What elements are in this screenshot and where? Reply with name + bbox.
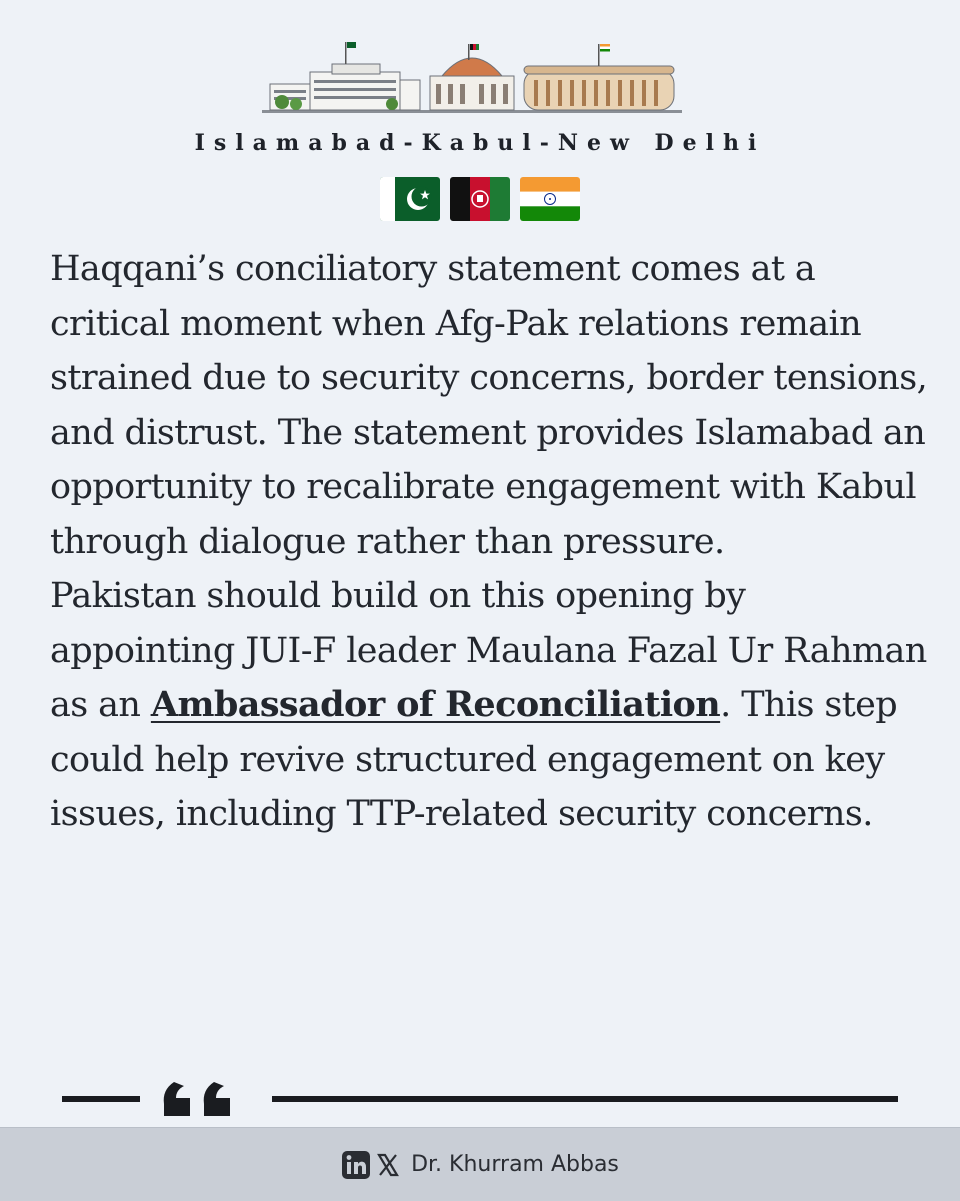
- india-flag-icon: [520, 177, 580, 221]
- afghanistan-parliament-icon: [430, 44, 514, 110]
- article-paragraph-2: [50, 569, 930, 842]
- x-icon[interactable]: [377, 1153, 399, 1177]
- quote-divider: [60, 1068, 900, 1128]
- page-title: Islamabad-Kabul-New Delhi: [194, 130, 766, 156]
- pakistan-flag-icon: [380, 177, 440, 221]
- divider-right-line: [272, 1096, 898, 1102]
- flags-row: [0, 177, 960, 221]
- parliament-buildings-illustration: [262, 36, 682, 116]
- footer-bar: [0, 1127, 960, 1201]
- pakistan-parliament-icon: [270, 42, 420, 110]
- paragraph-2-lead: Pakistan should build on this opening by appointing JUI-F leader Maulana Fazal Ur Rahman as an: [50, 576, 927, 725]
- quote-mark-icon: [164, 1082, 230, 1116]
- afghanistan-flag-icon: [450, 177, 510, 221]
- paragraph-2-tail: . This step could help revive structured engagement on key issues, including TTP-related security concerns.: [50, 685, 898, 834]
- divider-left-line: [62, 1096, 140, 1102]
- author-name: Dr. Khurram Abbas: [411, 1152, 619, 1177]
- linkedin-icon[interactable]: [341, 1150, 371, 1180]
- article-body: [50, 242, 930, 842]
- footer-credit: [341, 1150, 619, 1180]
- india-parliament-icon: [524, 44, 674, 110]
- emphasis-ambassador-of-reconciliation: Ambassador of Reconciliation: [150, 684, 721, 725]
- article-paragraph-1: Haqqani’s conciliatory statement comes at a critical moment when Afg-Pak relations remain strained due to security concerns, border tensions, and distrust. The statement provides Islamabad an opportunity to recalibrate engagement with Kabul through dialogue rather than pressure.: [50, 249, 928, 562]
